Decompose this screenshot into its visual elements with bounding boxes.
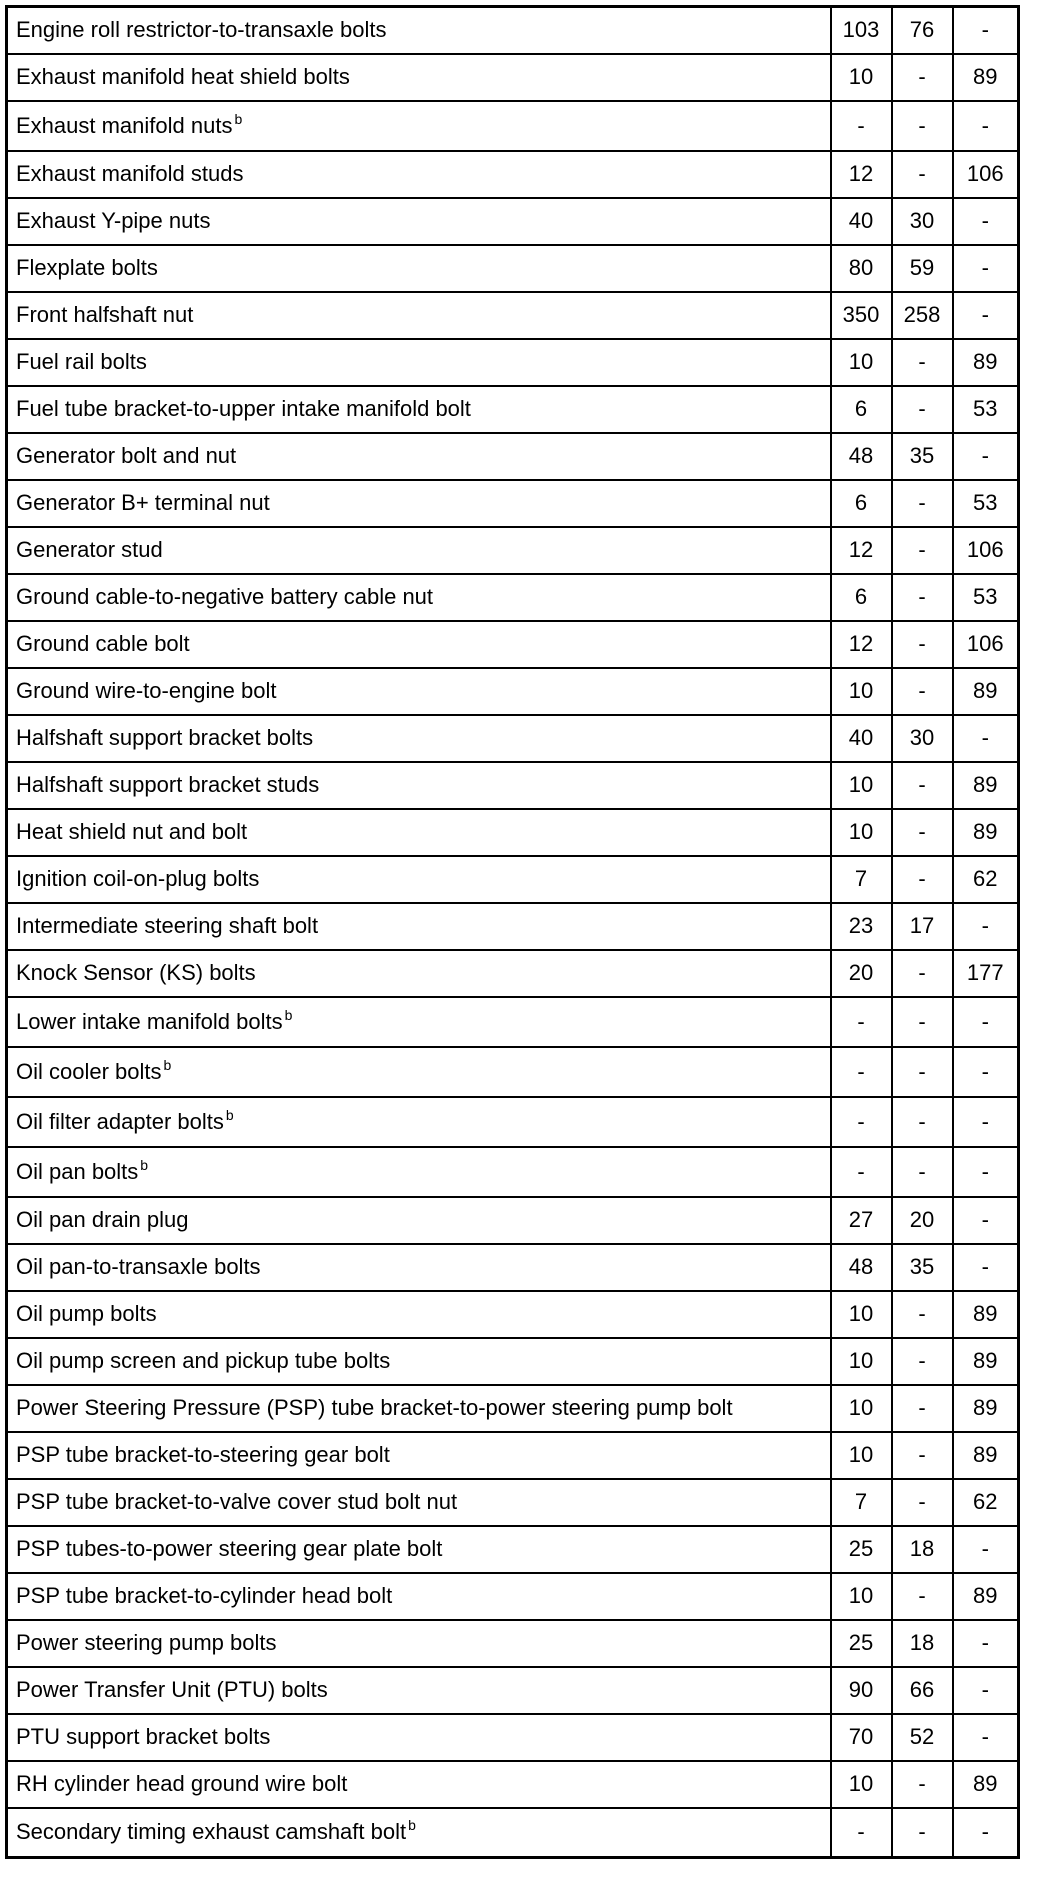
component-name: Power Steering Pressure (PSP) tube bracket-to-power steering pump bolt (16, 1395, 733, 1420)
lbin-value: - (953, 1808, 1019, 1858)
nm-value: 10 (831, 54, 892, 101)
table-row (7, 809, 1019, 856)
nm-value: 10 (831, 1385, 892, 1432)
lbin-value: - (953, 245, 1019, 292)
component-cell (7, 1338, 831, 1385)
lbft-value: - (892, 151, 953, 198)
component-cell (7, 386, 831, 433)
table-row (7, 997, 1019, 1047)
lbft-value: - (892, 1047, 953, 1097)
nm-value: 7 (831, 1479, 892, 1526)
lbin-value: 53 (953, 480, 1019, 527)
lbft-value: - (892, 1432, 953, 1479)
lbin-value: 53 (953, 574, 1019, 621)
lbin-value: 89 (953, 1385, 1019, 1432)
component-name: Halfshaft support bracket studs (16, 772, 320, 797)
lbin-value: 89 (953, 54, 1019, 101)
footnote-marker: b (408, 1817, 416, 1834)
component-name: Intermediate steering shaft bolt (16, 913, 319, 938)
nm-value: - (831, 101, 892, 151)
nm-value: 103 (831, 7, 892, 54)
lbft-value: - (892, 1479, 953, 1526)
component-cell (7, 621, 831, 668)
component-cell (7, 1432, 831, 1479)
lbft-value: - (892, 1761, 953, 1808)
lbft-value: 30 (892, 715, 953, 762)
lbin-value: 89 (953, 762, 1019, 809)
table-row (7, 1047, 1019, 1097)
lbft-value: 20 (892, 1197, 953, 1244)
lbin-value: 106 (953, 527, 1019, 574)
component-name: PTU support bracket bolts (16, 1724, 271, 1749)
table-row (7, 1244, 1019, 1291)
component-name: RH cylinder head ground wire bolt (16, 1771, 348, 1796)
lbin-value: - (953, 7, 1019, 54)
table-row (7, 621, 1019, 668)
component-name: PSP tube bracket-to-cylinder head bolt (16, 1583, 393, 1608)
component-name: PSP tube bracket-to-valve cover stud bolt nut (16, 1489, 458, 1514)
table-row (7, 574, 1019, 621)
lbft-value: 66 (892, 1667, 953, 1714)
footnote-marker: b (234, 110, 243, 127)
lbft-value: - (892, 480, 953, 527)
nm-value: 90 (831, 1667, 892, 1714)
component-cell (7, 1714, 831, 1761)
lbin-value: 106 (953, 621, 1019, 668)
table-row (7, 1620, 1019, 1667)
table-row (7, 54, 1019, 101)
lbft-value: - (892, 621, 953, 668)
component-cell (7, 480, 831, 527)
lbin-value: 106 (953, 151, 1019, 198)
table-row (7, 1808, 1019, 1858)
nm-value: 40 (831, 715, 892, 762)
component-name: Front halfshaft nut (16, 302, 194, 327)
lbft-value: - (892, 101, 953, 151)
component-cell (7, 950, 831, 997)
nm-value: 10 (831, 1291, 892, 1338)
table-row (7, 856, 1019, 903)
component-name: Ground wire-to-engine bolt (16, 678, 277, 703)
torque-table-body (7, 7, 1019, 1858)
lbin-value: - (953, 1097, 1019, 1147)
table-row (7, 433, 1019, 480)
component-name: Knock Sensor (KS) bolts (16, 960, 256, 985)
lbin-value: 89 (953, 1432, 1019, 1479)
lbin-value: - (953, 433, 1019, 480)
component-cell (7, 1667, 831, 1714)
table-row (7, 1197, 1019, 1244)
table-row (7, 1714, 1019, 1761)
lbin-value: - (953, 101, 1019, 151)
nm-value: - (831, 1808, 892, 1858)
component-name: Generator stud (16, 537, 163, 562)
lbft-value: - (892, 339, 953, 386)
nm-value: 70 (831, 1714, 892, 1761)
lbin-value: - (953, 292, 1019, 339)
component-name: Exhaust manifold studs (16, 161, 244, 186)
nm-value: 10 (831, 339, 892, 386)
component-cell (7, 762, 831, 809)
lbin-value: 89 (953, 809, 1019, 856)
table-row (7, 1097, 1019, 1147)
table-row (7, 1432, 1019, 1479)
table-row (7, 762, 1019, 809)
component-name: Power steering pump bolts (16, 1630, 277, 1655)
component-cell (7, 527, 831, 574)
nm-value: 25 (831, 1526, 892, 1573)
table-row (7, 1526, 1019, 1573)
lbin-value: - (953, 1147, 1019, 1197)
nm-value: 12 (831, 527, 892, 574)
component-cell (7, 1197, 831, 1244)
nm-value: 40 (831, 198, 892, 245)
lbft-value: 18 (892, 1526, 953, 1573)
lbft-value: 258 (892, 292, 953, 339)
nm-value: 12 (831, 621, 892, 668)
component-cell (7, 1147, 831, 1197)
component-name: Exhaust manifold heat shield bolts (16, 64, 350, 89)
nm-value: 10 (831, 1432, 892, 1479)
lbin-value: - (953, 198, 1019, 245)
nm-value: 7 (831, 856, 892, 903)
component-cell (7, 574, 831, 621)
table-row (7, 292, 1019, 339)
lbin-value: 89 (953, 668, 1019, 715)
component-cell (7, 292, 831, 339)
component-name: Secondary timing exhaust camshaft bolt (16, 1819, 407, 1845)
nm-value: 10 (831, 1761, 892, 1808)
lbft-value: 59 (892, 245, 953, 292)
table-row (7, 198, 1019, 245)
table-row (7, 527, 1019, 574)
component-cell (7, 1291, 831, 1338)
lbft-value: - (892, 762, 953, 809)
component-name: Oil pump screen and pickup tube bolts (16, 1348, 391, 1373)
lbft-value: - (892, 950, 953, 997)
component-cell (7, 1761, 831, 1808)
nm-value: 23 (831, 903, 892, 950)
lbft-value: - (892, 1097, 953, 1147)
nm-value: 48 (831, 1244, 892, 1291)
lbin-value: - (953, 1526, 1019, 1573)
torque-spec-table (5, 5, 1020, 1859)
table-row (7, 339, 1019, 386)
nm-value: 6 (831, 386, 892, 433)
table-row (7, 386, 1019, 433)
nm-value: 10 (831, 1573, 892, 1620)
component-name: Generator bolt and nut (16, 443, 237, 468)
component-name: PSP tubes-to-power steering gear plate bolt (16, 1536, 443, 1561)
table-row (7, 1479, 1019, 1526)
lbft-value: - (892, 1573, 953, 1620)
lbin-value: 89 (953, 339, 1019, 386)
nm-value: 48 (831, 433, 892, 480)
lbin-value: - (953, 1667, 1019, 1714)
table-row (7, 1291, 1019, 1338)
component-cell (7, 715, 831, 762)
lbin-value: 53 (953, 386, 1019, 433)
lbft-value: - (892, 856, 953, 903)
lbin-value: 89 (953, 1761, 1019, 1808)
lbft-value: 76 (892, 7, 953, 54)
component-cell (7, 1244, 831, 1291)
component-name: Fuel rail bolts (16, 349, 147, 374)
lbft-value: - (892, 997, 953, 1047)
lbft-value: 52 (892, 1714, 953, 1761)
lbin-value: 89 (953, 1291, 1019, 1338)
component-name: Fuel tube bracket-to-upper intake manifold bolt (16, 396, 471, 421)
nm-value: - (831, 1147, 892, 1197)
lbin-value: 89 (953, 1573, 1019, 1620)
component-cell (7, 198, 831, 245)
component-name: Oil cooler bolts (16, 1058, 162, 1084)
component-cell (7, 668, 831, 715)
component-name: Oil pan bolts (16, 1158, 139, 1184)
component-name: Generator B+ terminal nut (16, 490, 270, 515)
component-cell (7, 7, 831, 54)
lbin-value: - (953, 1620, 1019, 1667)
component-cell (7, 1097, 831, 1147)
component-name: Ground cable bolt (16, 631, 190, 656)
lbft-value: - (892, 809, 953, 856)
component-name: Ignition coil-on-plug bolts (16, 866, 260, 891)
table-row (7, 668, 1019, 715)
component-name: Flexplate bolts (16, 255, 158, 280)
footnote-marker: b (140, 1156, 149, 1173)
component-cell (7, 856, 831, 903)
component-cell (7, 903, 831, 950)
nm-value: 20 (831, 950, 892, 997)
lbft-value: - (892, 574, 953, 621)
table-row (7, 715, 1019, 762)
table-row (7, 950, 1019, 997)
table-row (7, 101, 1019, 151)
lbft-value: - (892, 1338, 953, 1385)
component-name: Exhaust Y-pipe nuts (16, 208, 211, 233)
footnote-marker: b (284, 1006, 293, 1023)
table-row (7, 1385, 1019, 1432)
component-cell (7, 1526, 831, 1573)
lbin-value: 89 (953, 1338, 1019, 1385)
lbin-value: - (953, 903, 1019, 950)
component-cell (7, 1620, 831, 1667)
nm-value: 350 (831, 292, 892, 339)
table-row (7, 480, 1019, 527)
nm-value: - (831, 1047, 892, 1097)
lbin-value: - (953, 1244, 1019, 1291)
lbft-value: 35 (892, 433, 953, 480)
lbin-value: - (953, 1714, 1019, 1761)
lbft-value: - (892, 386, 953, 433)
table-row (7, 903, 1019, 950)
component-name: Oil pan drain plug (16, 1207, 189, 1232)
component-name: Exhaust manifold nuts (16, 112, 233, 138)
lbin-value: - (953, 997, 1019, 1047)
footnote-marker: b (163, 1056, 172, 1073)
component-cell (7, 339, 831, 386)
table-row (7, 7, 1019, 54)
lbft-value: 30 (892, 198, 953, 245)
component-name: PSP tube bracket-to-steering gear bolt (16, 1442, 390, 1467)
nm-value: 6 (831, 574, 892, 621)
lbin-value: 62 (953, 856, 1019, 903)
lbin-value: - (953, 1047, 1019, 1097)
footnote-marker: b (225, 1106, 234, 1123)
component-cell (7, 997, 831, 1047)
component-cell (7, 1047, 831, 1097)
table-row (7, 245, 1019, 292)
lbft-value: 17 (892, 903, 953, 950)
nm-value: 10 (831, 762, 892, 809)
component-cell (7, 809, 831, 856)
lbft-value: 35 (892, 1244, 953, 1291)
component-name: Heat shield nut and bolt (16, 819, 248, 844)
nm-value: - (831, 1097, 892, 1147)
lbft-value: - (892, 668, 953, 715)
table-row (7, 1573, 1019, 1620)
nm-value: 10 (831, 809, 892, 856)
component-name: Power Transfer Unit (PTU) bolts (16, 1677, 328, 1702)
component-name: Ground cable-to-negative battery cable nut (16, 584, 434, 609)
lbft-value: - (892, 1808, 953, 1858)
component-cell (7, 1385, 831, 1432)
lbin-value: - (953, 715, 1019, 762)
lbin-value: - (953, 1197, 1019, 1244)
component-cell (7, 54, 831, 101)
table-row (7, 1667, 1019, 1714)
nm-value: 25 (831, 1620, 892, 1667)
table-row (7, 151, 1019, 198)
lbft-value: 18 (892, 1620, 953, 1667)
nm-value: - (831, 997, 892, 1047)
component-name: Oil pan-to-transaxle bolts (16, 1254, 261, 1279)
nm-value: 6 (831, 480, 892, 527)
component-name: Oil filter adapter bolts (16, 1108, 224, 1134)
nm-value: 10 (831, 668, 892, 715)
nm-value: 12 (831, 151, 892, 198)
lbft-value: - (892, 54, 953, 101)
table-row (7, 1147, 1019, 1197)
lbft-value: - (892, 1147, 953, 1197)
component-cell (7, 433, 831, 480)
component-name: Engine roll restrictor-to-transaxle bolts (16, 17, 387, 43)
component-cell (7, 151, 831, 198)
component-cell (7, 1479, 831, 1526)
component-name: Lower intake manifold bolts (16, 1008, 283, 1034)
table-row (7, 1338, 1019, 1385)
lbin-value: 177 (953, 950, 1019, 997)
table-row (7, 1761, 1019, 1808)
lbft-value: - (892, 527, 953, 574)
component-name: Oil pump bolts (16, 1301, 157, 1326)
lbft-value: - (892, 1385, 953, 1432)
nm-value: 10 (831, 1338, 892, 1385)
lbft-value: - (892, 1291, 953, 1338)
component-name: Halfshaft support bracket bolts (16, 725, 314, 750)
component-cell (7, 101, 831, 151)
component-cell (7, 245, 831, 292)
nm-value: 80 (831, 245, 892, 292)
lbin-value: 62 (953, 1479, 1019, 1526)
nm-value: 27 (831, 1197, 892, 1244)
component-cell (7, 1808, 831, 1858)
component-cell (7, 1573, 831, 1620)
